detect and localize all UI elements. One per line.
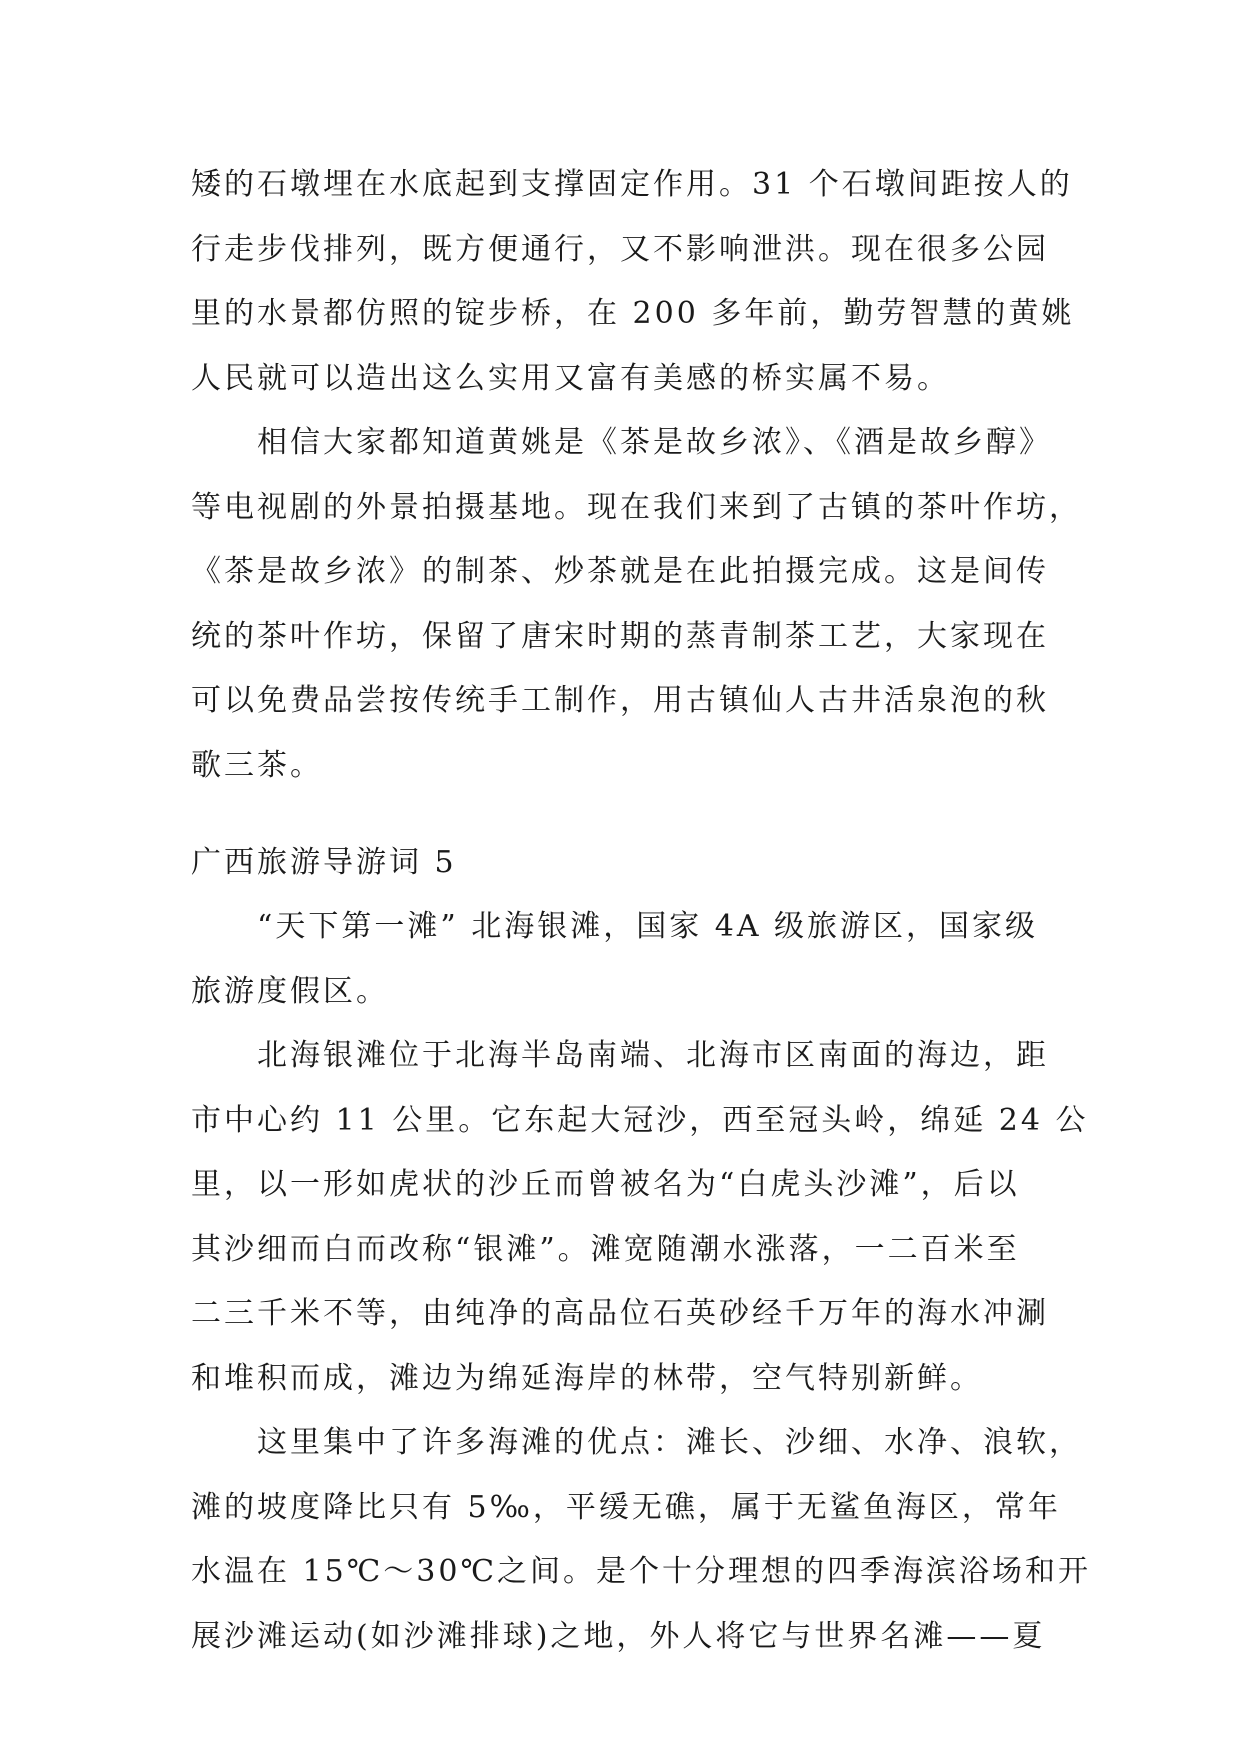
text-line: 可以免费品尝按传统手工制作，用古镇仙人古井活泉泡的秋 <box>191 683 1049 718</box>
text-line: 其沙细而白而改称“银滩”。滩宽随潮水涨落，一二百米至 <box>191 1232 1020 1267</box>
text-line: 《茶是故乡浓》的制茶、炒茶就是在此拍摄完成。这是间传 <box>191 554 1049 589</box>
text-line: 里的水景都仿照的锭步桥，在 200 多年前，勤劳智慧的黄姚 <box>191 296 1075 331</box>
text-line: 矮的石墩埋在水底起到支撑固定作用。31 个石墩间距按人的 <box>191 167 1073 202</box>
text-line: 水温在 15℃～30℃之间。是个十分理想的四季海滨浴场和开 <box>191 1554 1092 1589</box>
text-line: 行走步伐排列，既方便通行，又不影响泄洪。现在很多公园 <box>191 232 1049 267</box>
text-line: 这里集中了许多海滩的优点：滩长、沙细、水净、浪软， <box>257 1425 1082 1460</box>
text-line: 北海银滩位于北海半岛南端、北海市区南面的海边，距 <box>257 1038 1049 1073</box>
text-line: 相信大家都知道黄姚是《茶是故乡浓》、《酒是故乡醇》 <box>257 425 1052 460</box>
text-line: 二三千米不等，由纯净的高品位石英砂经千万年的海水冲涮 <box>191 1296 1049 1331</box>
text-line: 和堆积而成，滩边为绵延海岸的林带，空气特别新鲜。 <box>191 1361 983 1396</box>
text-line: 市中心约 11 公里。它东起大冠沙，西至冠头岭，绵延 24 公 <box>191 1103 1089 1138</box>
text-line: “天下第一滩” 北海银滩，国家 4A 级旅游区，国家级 <box>257 909 1039 944</box>
text-line: 里，以一形如虎状的沙丘而曾被名为“白虎头沙滩”，后以 <box>191 1167 1020 1202</box>
text-line: 等电视剧的外景拍摄基地。现在我们来到了古镇的茶叶作坊， <box>191 490 1082 525</box>
text-line: 人民就可以造出这么实用又富有美感的桥实属不易。 <box>191 361 950 396</box>
text-line: 展沙滩运动(如沙滩排球)之地，外人将它与世界名滩——夏 <box>191 1619 1046 1654</box>
text-line: 滩的坡度降比只有 5‰，平缓无礁，属于无鲨鱼海区，常年 <box>191 1490 1061 1525</box>
text-line: 旅游度假区。 <box>191 974 389 1009</box>
text-line: 歌三茶。 <box>191 748 323 783</box>
text-line: 统的茶叶作坊，保留了唐宋时期的蒸青制茶工艺，大家现在 <box>191 619 1049 654</box>
section-heading: 广西旅游导游词 5 <box>191 845 457 880</box>
